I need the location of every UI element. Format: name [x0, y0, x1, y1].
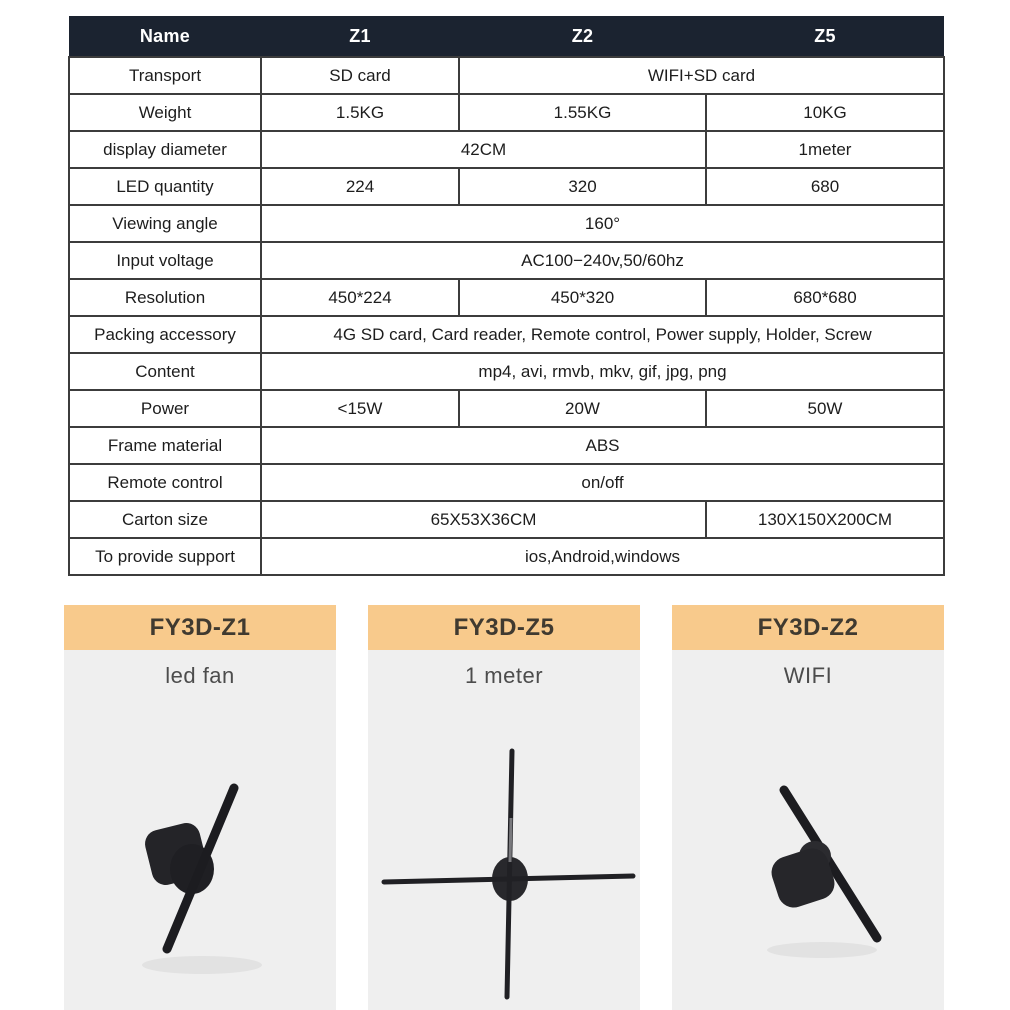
spec-cell: 450*320	[459, 279, 706, 316]
spec-row-carton-size	[69, 501, 944, 538]
spec-row-label: Content	[69, 353, 261, 390]
product-card-body	[672, 650, 944, 1010]
spec-row-label: Resolution	[69, 279, 261, 316]
spec-cell: 1.55KG	[459, 94, 706, 131]
product-cards	[64, 605, 944, 1010]
spec-cell: 130X150X200CM	[706, 501, 944, 538]
spec-cell: 680	[706, 168, 944, 205]
spec-row-label: Packing accessory	[69, 316, 261, 353]
spec-col-header-z1: Z1	[261, 16, 459, 57]
spec-cell: WIFI+SD card	[459, 57, 944, 94]
fan-blade-highlight	[510, 818, 511, 862]
product-card-body	[64, 650, 336, 1010]
spec-cell: 42CM	[261, 131, 706, 168]
spec-table-header-row	[69, 16, 944, 57]
spec-row-label: Frame material	[69, 427, 261, 464]
spec-cell: AC100−240v,50/60hz	[261, 242, 944, 279]
spec-cell: <15W	[261, 390, 459, 427]
spec-row-resolution	[69, 279, 944, 316]
spec-cell: 680*680	[706, 279, 944, 316]
spec-row-support	[69, 538, 944, 575]
spec-cell: SD card	[261, 57, 459, 94]
product-card-fy3d-z2	[672, 605, 944, 1010]
spec-row-label: To provide support	[69, 538, 261, 575]
product-subtitle: 1 meter	[464, 663, 544, 688]
fan-blade-vertical	[507, 751, 512, 997]
spec-cell: 1.5KG	[261, 94, 459, 131]
spec-row-transport	[69, 57, 944, 94]
product-model-badge: FY3D-Z2	[672, 605, 944, 650]
spec-row-weight	[69, 94, 944, 131]
spec-cell: ABS	[261, 427, 944, 464]
spec-row-led-quantity	[69, 168, 944, 205]
spec-cell: 50W	[706, 390, 944, 427]
spec-cell: 65X53X36CM	[261, 501, 706, 538]
spec-cell: 320	[459, 168, 706, 205]
spec-cell: 20W	[459, 390, 706, 427]
spec-row-frame-material	[69, 427, 944, 464]
product-subtitle: led fan	[165, 663, 235, 688]
product-image-fan-z2	[672, 650, 944, 1010]
spec-cell: 10KG	[706, 94, 944, 131]
spec-row-label: Transport	[69, 57, 261, 94]
product-model-badge: FY3D-Z5	[368, 605, 640, 650]
spec-row-label: Viewing angle	[69, 205, 261, 242]
spec-row-label: LED quantity	[69, 168, 261, 205]
product-card-fy3d-z5	[368, 605, 640, 1010]
spec-row-packing-accessory	[69, 316, 944, 353]
spec-row-label: Weight	[69, 94, 261, 131]
spec-col-header-z2: Z2	[459, 16, 706, 57]
product-card-fy3d-z1	[64, 605, 336, 1010]
spec-cell: 224	[261, 168, 459, 205]
spec-cell: 1meter	[706, 131, 944, 168]
fan-shadow	[767, 942, 877, 958]
spec-row-label: Carton size	[69, 501, 261, 538]
spec-row-label: display diameter	[69, 131, 261, 168]
spec-cell: mp4, avi, rmvb, mkv, gif, jpg, png	[261, 353, 944, 390]
spec-row-content	[69, 353, 944, 390]
spec-cell: ios,Android,windows	[261, 538, 944, 575]
spec-col-header-name: Name	[69, 16, 261, 57]
spec-row-power	[69, 390, 944, 427]
spec-row-display-diameter	[69, 131, 944, 168]
spec-row-remote-control	[69, 464, 944, 501]
spec-cell: 4G SD card, Card reader, Remote control, Power supply, Holder, Screw	[261, 316, 944, 353]
spec-row-label: Power	[69, 390, 261, 427]
spec-row-input-voltage	[69, 242, 944, 279]
product-subtitle: WIFI	[783, 663, 833, 688]
spec-row-viewing-angle	[69, 205, 944, 242]
product-image-fan-z1	[64, 650, 336, 1010]
spec-row-label: Remote control	[69, 464, 261, 501]
spec-cell: on/off	[261, 464, 944, 501]
spec-col-header-z5: Z5	[706, 16, 944, 57]
spec-table	[68, 16, 945, 576]
spec-row-label: Input voltage	[69, 242, 261, 279]
product-card-body	[368, 650, 640, 1010]
fan-shadow	[142, 956, 262, 974]
product-model-badge: FY3D-Z1	[64, 605, 336, 650]
product-image-fan-z5	[368, 650, 640, 1010]
spec-cell: 450*224	[261, 279, 459, 316]
spec-cell: 160°	[261, 205, 944, 242]
